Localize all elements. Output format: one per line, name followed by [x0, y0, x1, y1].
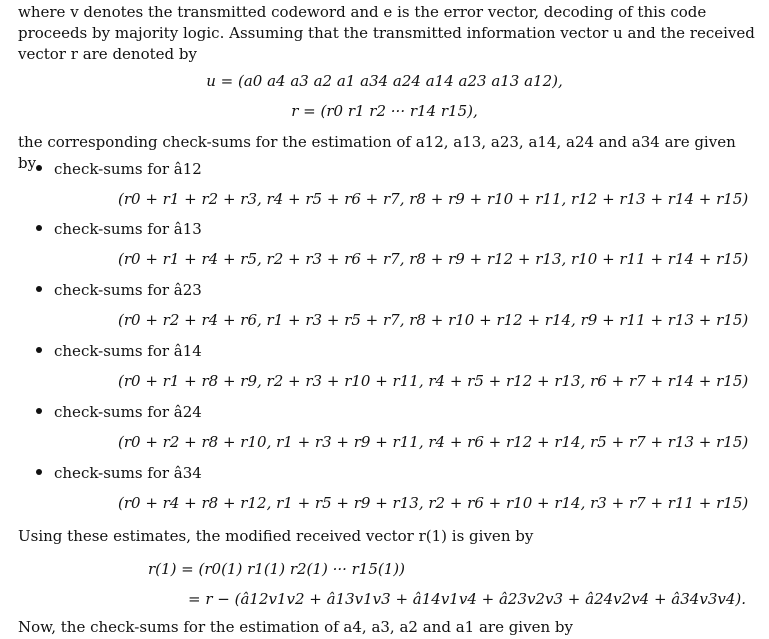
checksum-row: (r0 + r1 + r8 + r9, r2 + r3 + r10 + r11, r4 + r5 + r12 + r13, r6 + r7 + r14 + r15) [118, 372, 749, 390]
bullet-item [36, 220, 202, 238]
bullet-item [36, 403, 202, 421]
checksum-label: check-sums for â14 [54, 342, 202, 360]
bullet-dot-icon [36, 347, 42, 353]
bullet-dot-icon [36, 469, 42, 475]
bullet-item [36, 464, 202, 482]
checksum-row: (r0 + r1 + r4 + r5, r2 + r3 + r6 + r7, r8 + r9 + r12 + r13, r10 + r11 + r14 + r15) [118, 250, 749, 268]
checksum-row: (r0 + r1 + r2 + r3, r4 + r5 + r6 + r7, r8 + r9 + r10 + r11, r12 + r13 + r14 + r15) [118, 190, 749, 208]
checksum-label: check-sums for â12 [54, 160, 202, 178]
equation-r1-expansion: = r − (â12v1v2 + â13v1v3 + â14v1v4 + â23v2v3 + â24v2v4 + â34v3v4). [188, 590, 746, 608]
bullet-item [36, 281, 202, 299]
checksum-label: check-sums for â13 [54, 220, 202, 238]
bullet-item [36, 342, 202, 360]
checksum-label: check-sums for â34 [54, 464, 202, 482]
checksum-label: check-sums for â23 [54, 281, 202, 299]
bullet-dot-icon [36, 165, 42, 171]
checksum-row: (r0 + r2 + r8 + r10, r1 + r3 + r9 + r11, r4 + r6 + r12 + r14, r5 + r7 + r13 + r15) [118, 433, 749, 451]
checksum-row: (r0 + r2 + r4 + r6, r1 + r3 + r5 + r7, r8 + r10 + r12 + r14, r9 + r11 + r13 + r15) [118, 311, 749, 329]
bullet-dot-icon [36, 225, 42, 231]
equation-r1-definition: r(1) = (r0(1) r1(1) r2(1) ··· r15(1)) [148, 560, 405, 578]
intro-paragraph: where v denotes the transmitted codeword and e is the error vector, decoding of this code proceeds by majority logic. Assuming that the transmitted information vector u and the received vector r are denoted by [18, 3, 755, 63]
checksum-row: (r0 + r4 + r8 + r12, r1 + r5 + r9 + r13, r2 + r6 + r10 + r14, r3 + r7 + r11 + r15) [118, 494, 749, 512]
checksum-intro-paragraph: the corresponding check-sums for the estimation of a12, a13, a23, a14, a24 and a34 are given by [18, 133, 736, 172]
closing-paragraph: Now, the check-sums for the estimation of a4, a3, a2 and a1 are given by [18, 618, 573, 636]
equation-u: u = (a0 a4 a3 a2 a1 a34 a24 a14 a23 a13 a12), [206, 72, 563, 90]
equation-r: r = (r0 r1 r2 ··· r14 r15), [291, 102, 478, 120]
modified-vector-paragraph: Using these estimates, the modified received vector r(1) is given by [18, 527, 534, 545]
checksum-label: check-sums for â24 [54, 403, 202, 421]
bullet-dot-icon [36, 408, 42, 414]
bullet-dot-icon [36, 286, 42, 292]
bullet-item [36, 160, 202, 178]
